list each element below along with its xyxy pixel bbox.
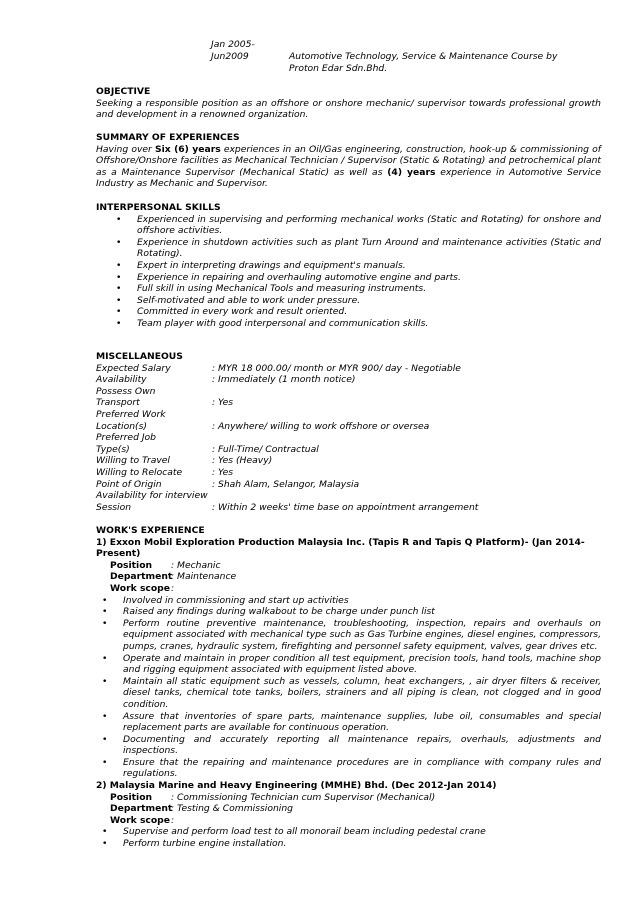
skill-text: Experience in shutdown activities such as plant Turn Around and maintenance activities (Static and Rotating). (137, 236, 601, 260)
job-scope-row (96, 583, 601, 595)
skill-item (116, 237, 601, 260)
duty-text: Perform routine preventive maintenance, troubleshooting, inspection, repairs and overhauls on equipment associated with mechanical type such as Gas Turbine engines, diesel engines, compressors, pumps, cranes, hydraulic system, firefighting and personnel safety equipment, valves, gear drives etc. (123, 617, 601, 652)
course-line-1: Automotive Technology, Service & Maintenance Course by (289, 51, 558, 62)
misc-value: : Full-Time/ Contractual (212, 443, 319, 455)
objective-text: Seeking a responsible position as an offshore or onshore mechanic/ supervisor towards professional growth and development in a renowned organization. (96, 97, 601, 121)
misc-value: : Immediately (1 month notice) (212, 374, 356, 386)
bullet-icon: • (102, 826, 108, 838)
job-title: 1) Exxon Mobil Exploration Production Malaysia Inc. (Tapis R and Tapis Q Platform)- (Jan 2014-Present) (96, 536, 585, 560)
duty-text: Assure that inventories of spare parts, maintenance supplies, lube oil, consumables and special replacement parts are available for continuous operation. (123, 710, 601, 734)
objective-heading: OBJECTIVE (96, 86, 151, 97)
skill-item (116, 318, 601, 330)
skill-item (116, 214, 601, 237)
duty-text: Raised any findings during walkabout to be charge under punch list (123, 606, 435, 618)
misc-row (96, 363, 601, 375)
misc-label: Willing to Travel (96, 455, 170, 467)
duty-item (102, 734, 601, 757)
misc-value: : Yes (212, 466, 234, 478)
misc-row (96, 386, 601, 398)
work-heading: WORK'S EXPERIENCE (96, 525, 205, 536)
job-department-row (96, 803, 601, 815)
summary-section (96, 132, 601, 190)
date-from: Jan 2005- (211, 39, 255, 50)
objective-section (96, 86, 601, 121)
skill-text: Committed in every work and result oriented. (137, 306, 348, 318)
duty-item (102, 826, 601, 838)
skills-heading: INTERPERSONAL SKILLS (96, 202, 221, 213)
misc-label: Type(s) (96, 443, 130, 455)
duty-text: Operate and maintain in proper condition all test equipment, precision tools, hand tools, machine shop and rigging equipment associated with equipment listed above. (123, 652, 601, 676)
bullet-icon: • (102, 617, 108, 629)
misc-value (212, 409, 601, 421)
misc-section (96, 351, 601, 513)
misc-label: Expected Salary (96, 362, 171, 374)
bullet-icon: • (102, 652, 108, 664)
bullet-icon: • (102, 594, 108, 606)
misc-value: : Within 2 weeks' time base on appointment arrangement (212, 501, 479, 513)
misc-label: Availability (96, 374, 147, 386)
misc-row (96, 374, 601, 386)
misc-row (96, 444, 601, 456)
bullet-icon: • (102, 756, 108, 768)
duty-item (102, 618, 601, 653)
misc-label: Availability for interview (96, 490, 208, 502)
bullet-icon: • (116, 294, 122, 306)
misc-label: Possess Own (96, 385, 156, 397)
misc-value: : Anywhere/ willing to work offshore or oversea (212, 420, 430, 432)
skill-item (116, 306, 601, 318)
job-scope-value: : (171, 814, 175, 826)
summary-post: experience in Automotive Service Industry as Mechanic and Supervisor. (96, 166, 601, 190)
misc-row (96, 397, 601, 409)
misc-label: Transport (96, 397, 140, 409)
misc-value: : Yes (212, 397, 234, 409)
job-duties (102, 826, 601, 849)
job-position-row (96, 560, 601, 572)
misc-value (212, 386, 601, 398)
summary-mid: experiences in an Oil/Gas engineering, construction, hook-up & commissioning of Offshore/Onshore facilities as Mechanical Technician / Supervisor (Static & Rotating) and petrochemical plant as a Maintenance Supervisor (Mechanical Static) as well as (96, 143, 601, 178)
misc-label: Willing to Relocate (96, 466, 183, 478)
bullet-icon: • (116, 283, 122, 295)
bullet-icon: • (102, 606, 108, 618)
duty-text: Ensure that the repairing and maintenance procedures are in compliance with company rules and regulations. (123, 756, 601, 780)
skill-text: Experienced in supervising and performing mechanical works (Static and Rotating) for onshore and offshore activities. (137, 213, 601, 237)
duty-text: Involved in commissioning and start up activities (123, 594, 349, 606)
bullet-icon: • (116, 259, 122, 271)
misc-label: Location(s) (96, 420, 147, 432)
misc-label: Session (96, 501, 132, 513)
job-entry (96, 780, 601, 850)
skill-text: Experience in repairing and overhauling automotive engine and parts. (137, 271, 461, 283)
job-title: 2) Malaysia Marine and Heavy Engineering (MMHE) Bhd. (Dec 2012-Jan 2014) (96, 780, 497, 792)
job-scope-value: : (171, 582, 175, 594)
bullet-icon: • (102, 838, 108, 850)
bullet-icon: • (116, 271, 122, 283)
job-position-label: Position (110, 791, 153, 803)
misc-value (212, 490, 601, 502)
misc-heading: MISCELLANEOUS (96, 351, 183, 362)
bullet-icon: • (116, 236, 122, 248)
duty-text: Supervise and perform load test to all monorail beam including pedestal crane (123, 826, 486, 838)
job-scope-label: Work scope (110, 582, 170, 594)
date-to: Jun2009 (211, 51, 249, 62)
duty-item (102, 838, 601, 850)
skill-item (116, 260, 601, 272)
duty-item (102, 606, 601, 618)
summary-pre: Having over (96, 143, 155, 155)
misc-row (96, 432, 601, 444)
skill-item (116, 272, 601, 284)
summary-years-1: Six (6) years (154, 143, 221, 155)
skill-item (116, 295, 601, 307)
duty-text: Maintain all static equipment such as vessels, column, heat exchangers, , air dryer filters & receiver, diesel tanks, chemical tote tanks, boilers, strainers and all piping is clean, not clogged and in good condition. (123, 675, 601, 710)
job-entry (96, 537, 601, 780)
job-scope-row (96, 815, 601, 827)
job-department-label: Department (110, 571, 173, 583)
duty-item (102, 676, 601, 711)
job-scope-label: Work scope (110, 814, 170, 826)
misc-row (96, 467, 601, 479)
job-position-value: : Commissioning Technician cum Supervisor (Mechanical) (171, 791, 436, 803)
bullet-icon: • (116, 213, 122, 225)
job-duties (102, 595, 601, 781)
misc-value (212, 432, 601, 444)
duty-item (102, 757, 601, 780)
summary-years-2: (4) years (387, 166, 436, 178)
duty-item (102, 653, 601, 676)
job-department-value: : Maintenance (171, 571, 237, 583)
misc-row (96, 502, 601, 514)
work-section (96, 525, 601, 850)
skill-text: Team player with good interpersonal and communication skills. (137, 317, 429, 329)
bullet-icon: • (102, 733, 108, 745)
summary-text (96, 144, 601, 190)
job-position-value: : Mechanic (171, 559, 221, 571)
misc-row (96, 490, 601, 502)
job-position-label: Position (110, 559, 153, 571)
job-department-value: : Testing & Commissioning (171, 803, 294, 815)
misc-row (96, 421, 601, 433)
summary-heading: SUMMARY OF EXPERIENCES (96, 132, 240, 143)
misc-label: Point of Origin (96, 478, 162, 490)
skill-text: Expert in interpreting drawings and equipment's manuals. (137, 259, 406, 271)
bullet-icon: • (102, 675, 108, 687)
misc-value: : MYR 18 000.00/ month or MYR 900/ day - Negotiable (212, 362, 461, 374)
misc-row (96, 409, 601, 421)
misc-row (96, 479, 601, 491)
course-line-2: Proton Edar Sdn.Bhd. (289, 63, 388, 74)
bullet-icon: • (102, 710, 108, 722)
skills-section (96, 202, 601, 330)
skill-text: Self-motivated and able to work under pressure. (137, 294, 361, 306)
misc-row (96, 455, 601, 467)
skills-list (116, 214, 601, 330)
job-position-row (96, 792, 601, 804)
duty-text: Documenting and accurately reporting all maintenance repairs, overhauls, adjustments and inspections. (123, 733, 601, 757)
skill-text: Full skill in using Mechanical Tools and measuring instruments. (137, 283, 427, 295)
bullet-icon: • (116, 306, 122, 318)
misc-rows (96, 363, 601, 514)
duty-item (102, 595, 601, 607)
duty-text: Perform turbine engine installation. (123, 838, 287, 850)
job-department-row (96, 571, 601, 583)
misc-label: Preferred Job (96, 432, 156, 444)
skill-item (116, 283, 601, 295)
jobs (96, 537, 601, 850)
duty-item (102, 711, 601, 734)
misc-value: : Shah Alam, Selangor, Malaysia (212, 478, 360, 490)
job-department-label: Department (110, 803, 173, 815)
bullet-icon: • (116, 317, 122, 329)
misc-value: : Yes (Heavy) (212, 455, 273, 467)
misc-label: Preferred Work (96, 408, 166, 420)
